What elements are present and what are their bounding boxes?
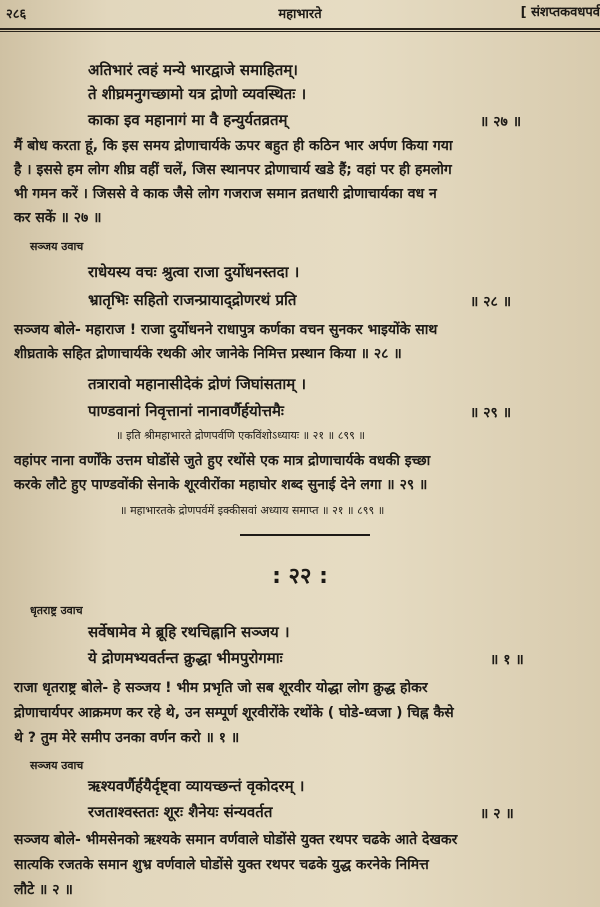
prose-29-line-2: करके लौटे हुए पाण्डवोंकी सेनाके शूरवीरोंका महाघोर शब्द सुनाई देने लगा ॥ २९ ॥	[14, 477, 428, 493]
section-title: [ संशप्तकवधपर्व	[520, 5, 600, 20]
page-header	[0, 0, 600, 24]
speaker-dhritarashtra: धृतराष्ट्र उवाच	[30, 604, 83, 617]
verse-27-line-1: अतिभारं त्वहं मन्ये भारद्वाजे समाहितम्।	[88, 61, 298, 79]
verse-2-line-2: रजताश्वस्ततः शूरः शैनेयः संन्यवर्तत	[88, 803, 273, 821]
speaker-sanjaya: सञ्जय उवाच	[30, 240, 84, 253]
verse-1-line-2: ये द्रोणमभ्यवर्तन्त क्रुद्धा भीमपुरोगमाः	[88, 649, 283, 667]
prose-28-line-1: सञ्जय बोले- महाराज ! राजा दुर्योधनने राधापुत्र कर्णका वचन सुनकर भाइयोंके साथ	[14, 322, 438, 338]
prose-29-line-1: वहांपर नाना वर्णोंके उत्तम घोडोंसे जुते हुए रथोंसे एक मात्र द्रोणाचार्यके वधकी इच्छा	[14, 453, 431, 469]
verse-28-number: ॥ २८ ॥	[470, 294, 512, 310]
prose-27-line-3: भी गमन करें । जिससे वे काक जैसे लोग गजराज समान व्रतधारी द्रोणाचार्यका वध न	[14, 186, 437, 202]
verse-28-line-2: भ्रातृभिः सहितो राजन्प्रायाद्द्रोणरथं प्रति	[88, 291, 297, 309]
chapter-number: : २२ :	[272, 564, 328, 589]
prose-27-line-4: कर सकें ॥ २७ ॥	[14, 210, 102, 226]
prose-27-line-2: है । इससे हम लोग शीघ्र वहीं चलें, जिस स्थानपर द्रोणाचार्य खडे हैं; वहां पर ही हमलोग	[14, 162, 452, 178]
verse-29-line-1: तत्रारावो महानासीदेकं द्रोणं जिघांसताम् ।	[88, 375, 307, 393]
verse-2-number: ॥ २ ॥	[480, 806, 514, 822]
prose-27-line-1: मैं बोध करता हूं, कि इस समय द्रोणाचार्यके ऊपर बहुत ही कठिन भार अर्पण किया गया	[14, 138, 453, 154]
verse-29-number: ॥ २९ ॥	[470, 405, 512, 421]
verse-27-number: ॥ २७ ॥	[480, 114, 522, 130]
verse-28-line-1: राधेयस्य वचः श्रुत्वा राजा दुर्योधनस्तदा ।	[88, 263, 300, 281]
verse-27-line-2: ते शीघ्रमनुगच्छामो यत्र द्रोणो व्यवस्थितः ।	[88, 85, 307, 103]
verse-1-number: ॥ १ ॥	[490, 652, 524, 668]
prose-1-line-1: राजा धृतराष्ट्र बोले- हे सञ्जय ! भीम प्रभृति जो सब शूरवीर योद्धा लोग क्रुद्ध होकर	[14, 680, 428, 696]
verse-2-line-1: ऋश्यवर्णैर्हयैर्दृष्ट्वा व्यायच्छन्तं वृकोदरम् ।	[88, 777, 305, 795]
verse-29-line-2: पाण्डवानां निवृत्तानां नानावर्णैर्हयोत्तमैः	[88, 402, 284, 420]
verse-27-line-3: काका इव महानागं मा वै हन्युर्यतव्रतम्	[88, 111, 288, 129]
prose-2-line-3: लौटे ॥ २ ॥	[14, 882, 73, 898]
verse-1-line-1: सर्वेषामेव मे ब्रूहि रथचिह्नानि सञ्जय ।	[88, 623, 290, 641]
speaker-sanjaya-2: सञ्जय उवाच	[30, 759, 84, 772]
page-number: २८६	[6, 7, 27, 22]
prose-2-line-2: सात्यकि रजतके समान शुभ्र वर्णवाले घोडोंसे युक्त रथपर चढके युद्ध करनेके निमित्त	[14, 857, 429, 873]
colophon-sanskrit: ॥ इति श्रीमहाभारते द्रोणपर्वणि एकविंशोऽध्यायः ॥ २१ ॥ ८९९ ॥	[116, 429, 365, 442]
running-title: महाभारते	[278, 7, 322, 22]
header-rule-thin	[0, 31, 600, 32]
prose-2-line-1: सञ्जय बोले- भीमसेनको ऋश्यके समान वर्णवाले घोडोंसे युक्त रथपर चढके आते देखकर	[14, 832, 458, 848]
prose-1-line-2: द्रोणाचार्यपर आक्रमण कर रहे थे, उन सम्पूर्ण शूरवीरोंके रथोंके ( घोडे-ध्वजा ) चिह्न कैसे	[14, 705, 454, 721]
colophon-hindi: ॥ महाभारतके द्रोणपर्वमें इक्कीसवां अध्याय समाप्त ॥ २१ ॥ ८९९ ॥	[120, 504, 385, 517]
header-rule	[0, 28, 600, 30]
chapter-separator	[240, 534, 370, 536]
prose-28-line-2: शीघ्रताके सहित द्रोणाचार्यके रथकी ओर जानेके निमित्त प्रस्थान किया ॥ २८ ॥	[14, 346, 402, 362]
prose-1-line-3: थे ? तुम मेरे समीप उनका वर्णन करो ॥ १ ॥	[14, 730, 240, 746]
